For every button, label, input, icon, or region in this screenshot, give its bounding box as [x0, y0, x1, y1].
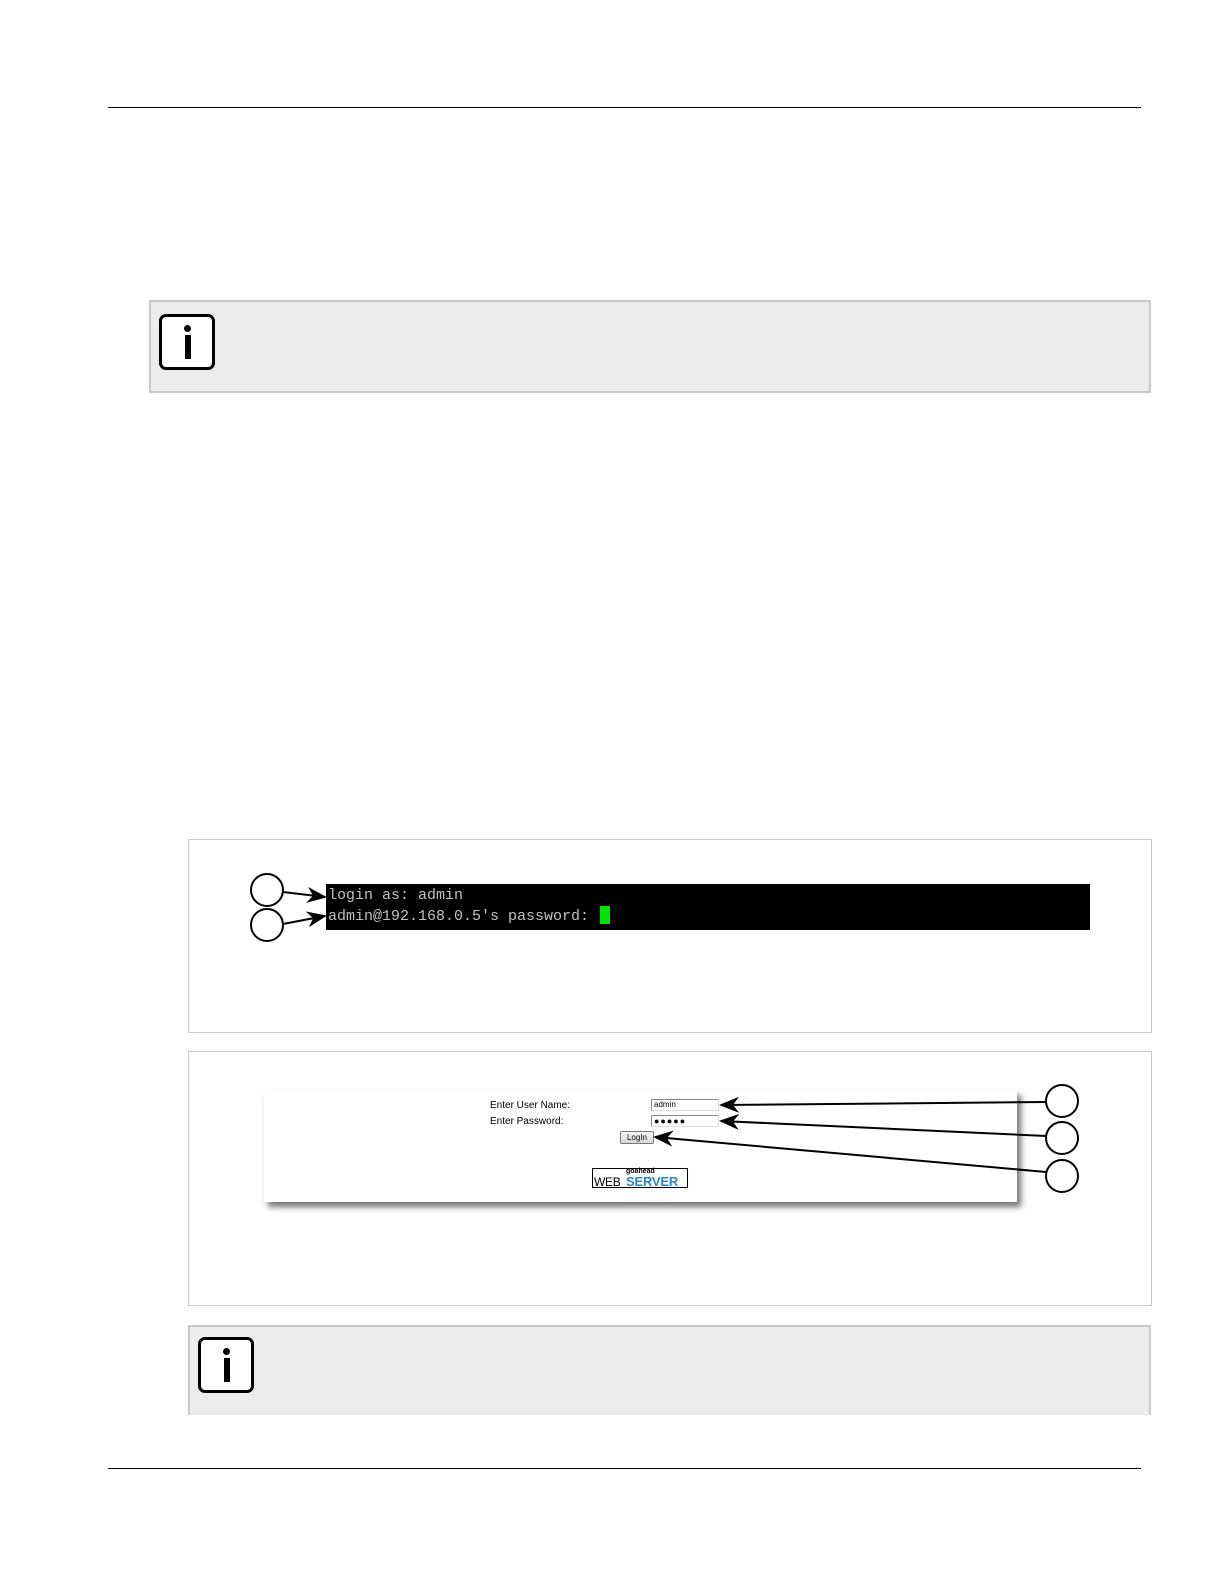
note-box	[188, 1325, 1151, 1415]
callout-arrow-1	[721, 1102, 1046, 1105]
callout-arrow-2	[721, 1121, 1046, 1136]
web-callouts	[189, 1052, 1153, 1307]
user-name-input[interactable]: admin	[651, 1099, 719, 1111]
callout-circle-3	[1046, 1160, 1078, 1192]
user-name-label: Enter User Name:	[490, 1100, 571, 1111]
login-button[interactable]: LogIn	[620, 1131, 654, 1144]
callout-arrow-3	[655, 1137, 1046, 1172]
logo-server-text: SERVER	[626, 1174, 679, 1189]
info-icon	[159, 314, 215, 370]
terminal-line-login: login as: admin	[328, 887, 464, 904]
logo-web-text: WEB	[594, 1175, 621, 1189]
callout-arrow-1	[283, 892, 325, 897]
callout-circle-2	[1046, 1122, 1078, 1154]
logo-small-text: goahead	[626, 1168, 655, 1175]
header-rule	[108, 107, 1141, 108]
note-box	[149, 300, 1151, 393]
callout-arrow-2	[283, 916, 325, 924]
web-login-figure	[188, 1051, 1152, 1306]
terminal-cursor	[600, 906, 610, 924]
callout-circle-1	[251, 874, 283, 906]
password-label: Enter Password:	[490, 1116, 564, 1127]
ssh-login-figure	[188, 839, 1152, 1033]
terminal-line-password	[328, 906, 610, 925]
password-input[interactable]: ●●●●●	[651, 1115, 719, 1127]
footer-rule	[108, 1468, 1141, 1469]
ssh-callouts	[189, 840, 1153, 1034]
callout-circle-2	[251, 909, 283, 941]
terminal-password-prompt: admin@192.168.0.5's password:	[328, 908, 599, 925]
info-icon	[198, 1337, 254, 1393]
callout-circle-1	[1046, 1085, 1078, 1117]
terminal-window	[326, 884, 1090, 930]
